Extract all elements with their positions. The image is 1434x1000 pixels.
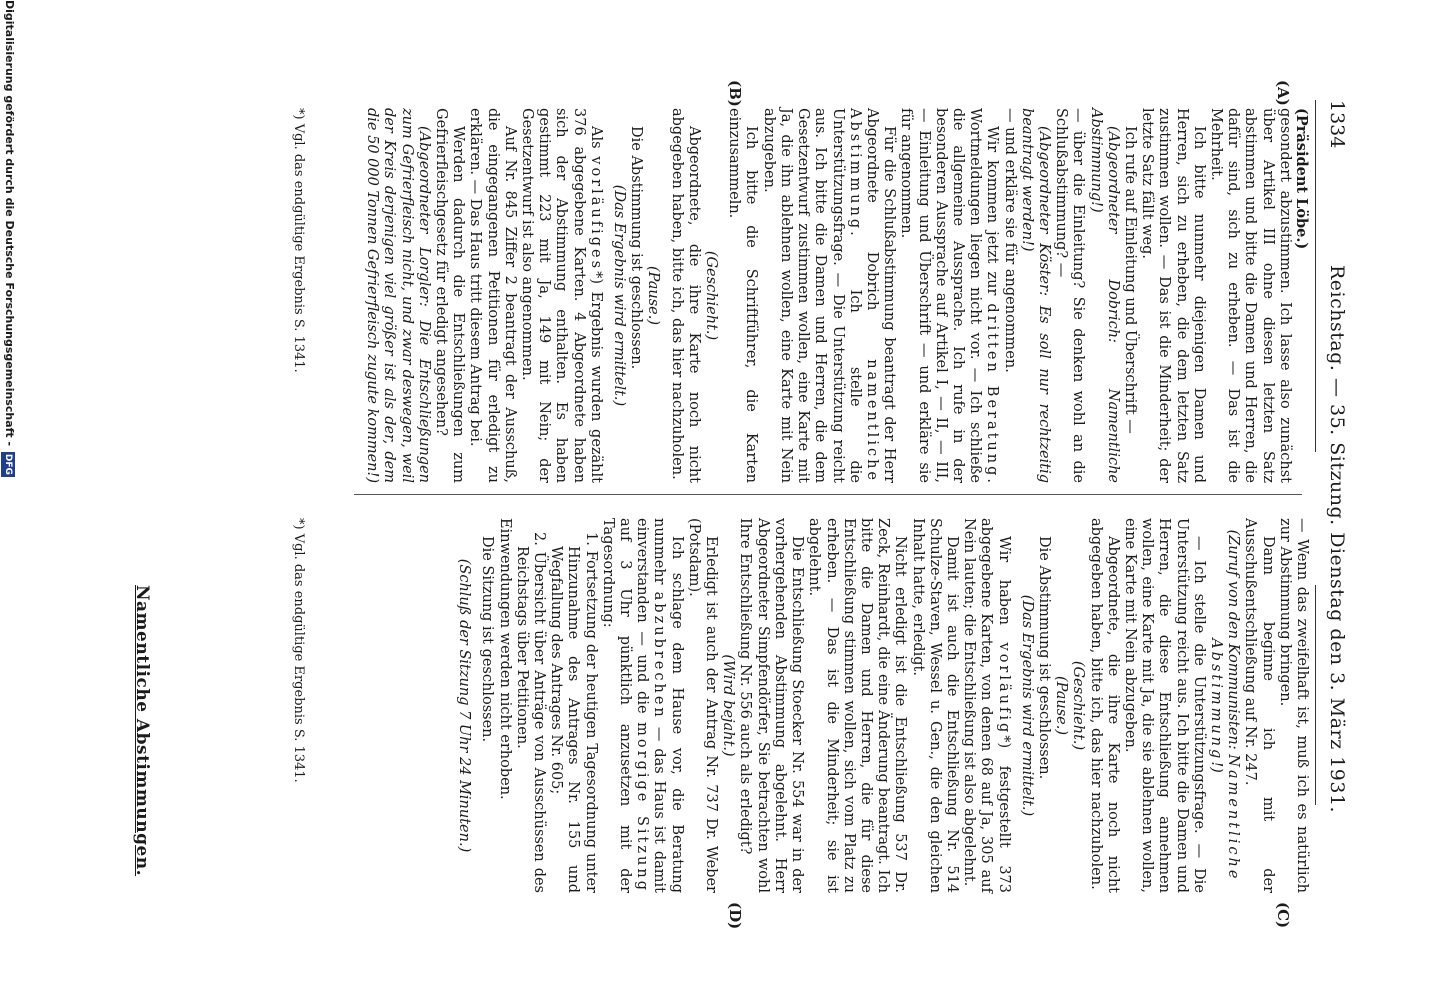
paragraph: Abgeordnete, die ihre Karte noch nicht abgegeben haben, bitte ich, das hier nachzuholen. — [668, 108, 702, 483]
running-header — [1318, 0, 1348, 1000]
spaced-emphasis: namentliche Abstimmung — [846, 108, 880, 483]
paragraph: Ich rufe auf Einleitung und Überschrift — — [1121, 126, 1138, 434]
margin-mark-b: (B) — [726, 80, 744, 107]
paragraph: Ich bitte die Schriftführer, die Karten einzusammeln. — [726, 108, 760, 483]
paragraph: Wir haben vorläufig*) festgestellt 373 abgegebene Karten, von denen 68 auf Ja, 305 auf Nein lauten; die Entschließung ist also abgelehnt. — [961, 518, 1012, 893]
paragraph: Die Abstimmung ist geschlossen. — [1035, 536, 1052, 780]
spaced-emphasis: morgige Sitzung — [634, 722, 651, 893]
paragraph: — Ich stelle die Unterstützungsfrage. — Die Unterstützung reicht aus. Ich bitte die Damen und Herren, die diese Entschließung annehmen wollen, eine Karte mit Ja, die sie ablehnen wollen, eine Karte mit Nein abzugeben. — [1121, 518, 1207, 893]
stage-direction: (Geschieht.) — [1070, 660, 1087, 751]
paragraph: Ich schlage dem Hause vor, die Beratung nunmehr abzubrechen — das Haus ist damit einverstanden — und die morgige Sitzung auf 3 Uhr pünktlich anzusetzen mit der Tagesordnung: — [599, 518, 685, 893]
header-rule-left — [1315, 100, 1316, 452]
stage-direction: (Das Ergebnis wird ermittelt.) — [611, 184, 628, 407]
spaced-emphasis: vorläufiges — [587, 156, 604, 272]
paragraph: Als vorläufiges*) Ergebnis wurden gezählt 376 abgegebene Karten. 4 Abgeordnete haben sich der Abstimmung enthalten. Es haben gestimmt 223 mit Ja, 149 mit Nein; der Gesetzentwurf ist also angenommen. — [519, 108, 604, 483]
margin-mark-a: (A) — [1274, 80, 1292, 106]
paragraph: Dann beginne ich mit der Ausschußentschließung auf Nr. 247. — [1242, 518, 1276, 893]
paragraph: gesondert abzustimmen. Ich lasse also zunächst über Artikel III ohne diesen letzten Satz abstimmen und bitte die Damen und Herren, die dafür sind, sich zu erheben. — Das ist die Mehrheit. — [1207, 108, 1293, 483]
interjection: (Abgeordneter Dobrich: Namentliche Abstimmung!) — [1087, 108, 1121, 483]
header-title: Reichstag. — 35. Sitzung. Dienstag den 3. März 1931. — [1326, 265, 1348, 814]
spaced-emphasis: dritten Beratung — [984, 303, 1001, 479]
right-column — [455, 518, 1310, 893]
agenda-item: 2. Übersicht über Anträge von Ausschüssen des Reichstags über Petitionen. — [513, 532, 548, 893]
paragraph: Einwendungen werden nicht erhoben. — [496, 518, 513, 800]
interjection: (Abgeordneter Lorgler: Die Entschließungen zum Gefrierfleisch nicht, und zwar deswegen, weil der Kreis derjenigen viel größer ist als der, dem die 50 000 Tonnen Gefrierfleisch zugute kommen!) — [364, 108, 432, 483]
digitization-credit — [0, 0, 16, 1000]
paragraph: Abgeordnete, die ihre Karte noch nicht abgegeben haben, bitte ich, das hier nachzuholen. — [1087, 518, 1121, 893]
margin-mark-c: (C) — [1274, 902, 1292, 929]
spaced-emphasis: vorläufig — [995, 642, 1012, 736]
paragraph: Für die Schlußabstimmung beantragt der Herr Abgeordnete Dobrich namentliche Abstimmung. Ich stelle die Unterstützungsfrage. — Die Unterstützung reicht aus. Ich bitte die Damen und Herren, die dem Gesetzentwurf zustimmen wollen, eine Karte mit Ja, die ihn ablehnen wollen, eine Karte mit Nein abzugeben. — [760, 108, 898, 483]
paragraph: Die Sitzung ist geschlossen. — [479, 536, 496, 743]
paragraph: Werden dadurch die Entschließungen zum Gefrierfleischgesetz für erledigt angesehen? — [433, 108, 467, 483]
spaced-emphasis: Namentliche Abstimmung — [1207, 638, 1242, 882]
speaker-label: (Präsident Löbe.) — [1293, 108, 1310, 250]
paragraph: Damit ist auch die Entschließung Nr. 514 Schulze-Staven, Wessel u. Gen., die den gleichen Inhalt hatte, erledigt. — [909, 518, 960, 893]
interjection: (Zuruf von den Kommunisten: Namentliche Abstimmung!) — [1207, 529, 1242, 882]
footnote-right: *) Vgl. das endgültige Ergebnis S. 1341. — [291, 518, 306, 783]
stage-direction: (Geschieht.) — [703, 250, 720, 341]
paragraph: Die Entschließung Stoecker Nr. 554 war in der vorhergehenden Abstimmung abgelehnt. Herr Abgeordneter Simpfendörfer, Sie betrachten wohl Ihre Entschließung Nr. 556 auch als erledigt? — [737, 518, 806, 893]
dfg-logo: DFG — [3, 453, 13, 475]
paragraph: — über die Einleitung? Sie denken wohl an die Schlußabstimmung? — — [1053, 108, 1087, 483]
section-heading: Namentliche Abstimmungen. — [132, 585, 152, 877]
interjection: (Abgeordneter Köster: Es soll nur rechtzeitig beantragt werden!) — [1018, 108, 1052, 483]
stage-direction: (Das Ergebnis wird ermittelt.) — [1018, 594, 1035, 817]
paragraph: Auf Nr. 845 Ziffer 2 beantragt der Ausschuß, die eingegangenen Petitionen für erledigt zu erklären. — Das Haus tritt diesem Antrag bei. — [467, 108, 518, 483]
footnote-left: *) Vgl. das endgültige Ergebnis S. 1341. — [291, 108, 306, 373]
credit-text: Digitalisierung gefördert durch die Deutsche Forschungsgemeinschaft - — [3, 0, 16, 447]
page-number: 1334 — [1326, 100, 1348, 149]
margin-mark-d: (D) — [726, 902, 744, 930]
paragraph: Ich bitte nunmehr diejenigen Damen und Herren, sich zu erheben, die dem letzten Satz zustimmen wollen. — Das ist die Minderheit; der letzte Satz fällt weg. — [1139, 108, 1207, 483]
session-close-note: (Schluß der Sitzung 7 Uhr 24 Minuten.) — [456, 558, 473, 853]
paragraph: — Wenn das zweifelhaft ist, muß ich es natürlich zur Abstimmung bringen. — [1276, 518, 1310, 893]
column-divider — [354, 494, 1302, 495]
stage-direction: (Pause.) — [645, 265, 662, 326]
stage-direction: (Pause.) — [1053, 675, 1070, 736]
spaced-emphasis: abzubrechen — [651, 591, 668, 720]
paragraph: Wir kommen jetzt zur dritten Beratung. Wortmeldungen liegen nicht vor. — Ich schließe die allgemeine Aussprache. Ich rufe in der besonderen Aussprache auf Artikel I, — II, — III, — Einleitung und Überschrift — und erkläre sie für angenommen. — [898, 108, 1001, 483]
paragraph: Nicht erledigt ist die Entschließung 537 Dr. Zeck, Reinhardt, die eine Änderung beantragt. Ich bitte die Damen und Herren, die für diese Entschließung stimmen wollen, sich vom Platz zu erheben. — Das ist die Minderheit; sie ist abgelehnt. — [806, 518, 909, 893]
paragraph: — und erkläre sie für angenommen. — [1001, 108, 1018, 373]
left-column — [363, 108, 1310, 483]
paragraph: Erledigt ist auch der Antrag Nr. 737 Dr. Weber (Potsdam). — [685, 518, 720, 893]
paragraph: Die Abstimmung ist geschlossen. — [628, 126, 645, 370]
stage-direction: (Wird bejaht.) — [720, 654, 737, 757]
header-rule-right — [1315, 585, 1316, 805]
agenda-item: 1. Fortsetzung der heutigen Tagesordnung unter Hinzunahme des Antrages Nr. 155 und Wegfallung des Antrages Nr. 605; — [548, 532, 599, 893]
